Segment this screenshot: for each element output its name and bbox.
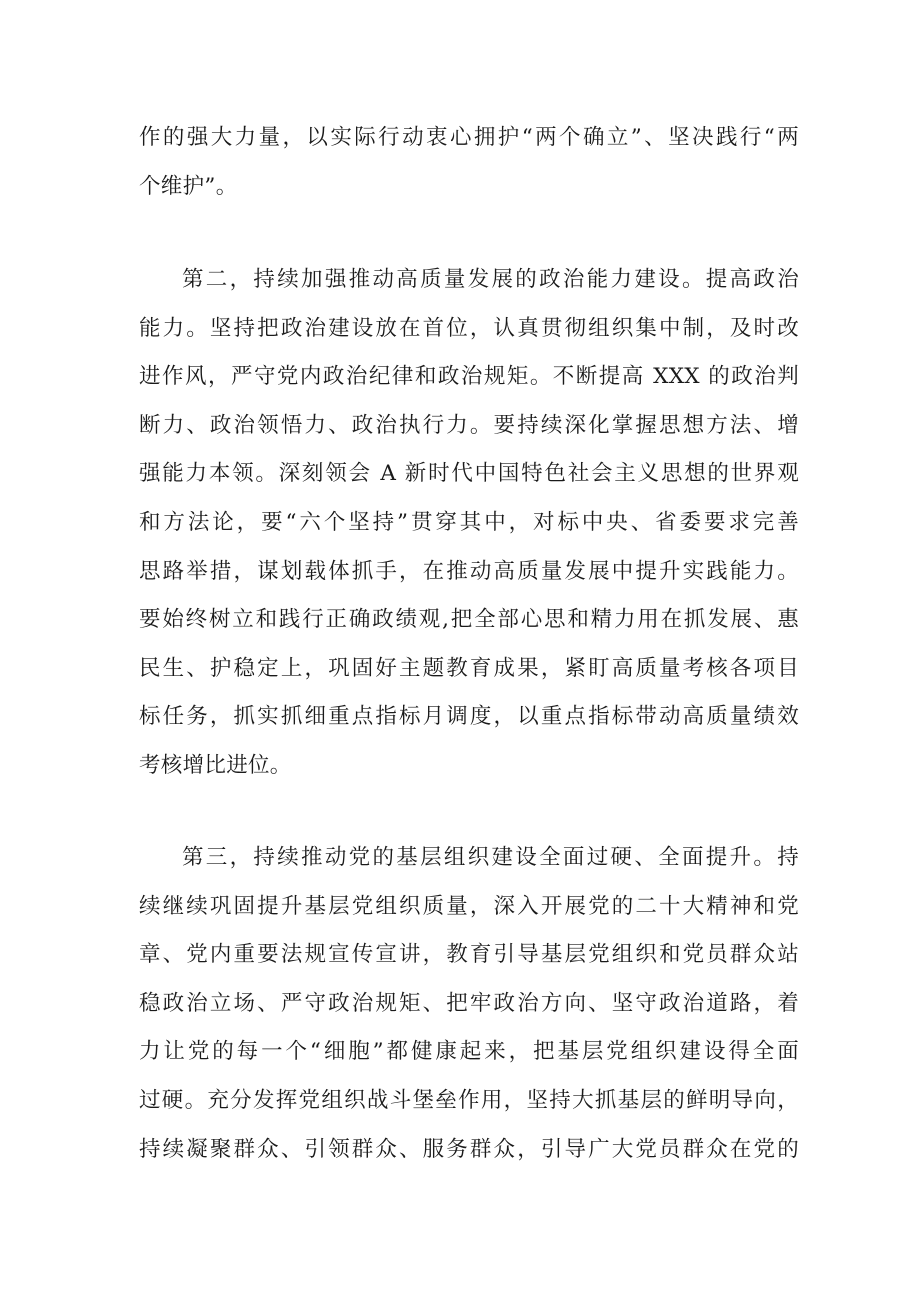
text-line: 第二，持续加强推动高质量发展的政治能力建设。提高政治 bbox=[182, 267, 799, 292]
text-line: 民生、护稳定上，巩固好主题教育成果，紧盯高质量考核各项目 bbox=[139, 655, 799, 681]
text-line: 续继续巩固提升基层党组织质量，深入开展党的二十大精神和党 bbox=[139, 893, 799, 919]
paragraph-3 bbox=[139, 834, 799, 1174]
text-line: 第三，持续推动党的基层组织建设全面过硬、全面提升。持 bbox=[182, 845, 799, 870]
text-line: 要始终树立和践行正确政绩观,把全部心思和精力用在抓发展、惠 bbox=[139, 607, 799, 633]
text-line: 进作风，严守党内政治纪律和政治规矩。不断提高 XXX 的政治判 bbox=[139, 364, 799, 390]
text-line: 过硬。充分发挥党组织战斗堡垒作用，坚持大抓基层的鲜明导向， bbox=[139, 1087, 799, 1113]
paragraph-2 bbox=[139, 256, 799, 791]
text-line: 考核增比进位。 bbox=[139, 752, 292, 778]
text-line: 章、党内重要法规宣传宣讲，教育引导基层党组织和党员群众站 bbox=[139, 942, 799, 968]
text-line: 能力。坚持把政治建设放在首位，认真贯彻组织集中制，及时改 bbox=[139, 315, 799, 341]
text-line: 力让党的每一个“细胞”都健康起来，把基层党组织建设得全面 bbox=[139, 1039, 799, 1065]
paragraph-1 bbox=[139, 114, 799, 211]
text-line: 持续凝聚群众、引领群众、服务群众，引导广大党员群众在党的 bbox=[139, 1136, 799, 1162]
text-line: 标任务，抓实抓细重点指标月调度，以重点指标带动高质量绩效 bbox=[139, 704, 799, 730]
text-line: 思路举措，谋划载体抓手，在推动高质量发展中提升实践能力。 bbox=[139, 558, 799, 584]
text-line: 个维护”。 bbox=[139, 173, 238, 199]
text-line: 断力、政治领悟力、政治执行力。要持续深化掌握思想方法、增 bbox=[139, 412, 799, 438]
text-line: 作的强大力量，以实际行动衷心拥护“两个确立”、坚决践行“两 bbox=[139, 125, 799, 150]
text-line: 和方法论，要“六个坚持”贯穿其中，对标中央、省委要求完善 bbox=[139, 509, 799, 535]
text-line: 强能力本领。深刻领会 A 新时代中国特色社会主义思想的世界观 bbox=[139, 461, 799, 487]
text-line: 稳政治立场、严守政治规矩、把牢政治方向、坚守政治道路，着 bbox=[139, 990, 799, 1016]
